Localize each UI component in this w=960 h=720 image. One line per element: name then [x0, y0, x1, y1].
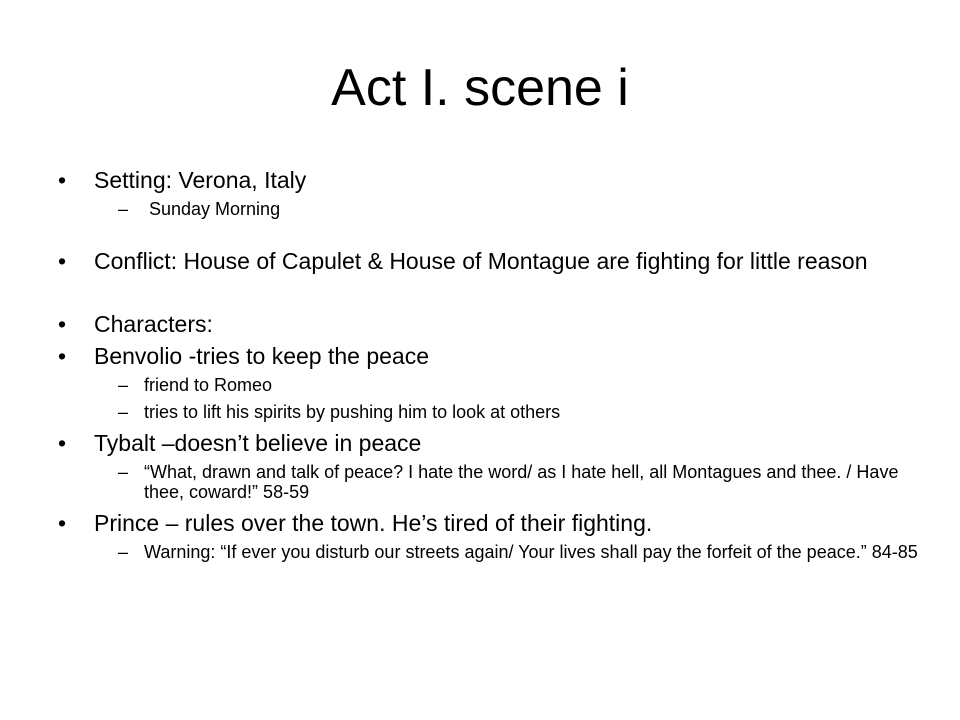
- sub-bullet-text: friend to Romeo: [144, 375, 273, 395]
- bullet-benvolio: [58, 344, 918, 369]
- bullet-marker: •: [58, 430, 67, 456]
- dash-marker: –: [118, 542, 129, 562]
- slide-title: Act I. scene i: [331, 59, 629, 117]
- bullet-text: Prince – rules over the town. He’s tired of their fighting.: [94, 510, 653, 536]
- bullet-marker: •: [58, 343, 67, 369]
- bullet-text: Conflict: House of Capulet & House of Montague are fighting for little reason: [94, 248, 868, 274]
- dash-marker: –: [118, 199, 129, 219]
- dash-marker: –: [118, 462, 129, 482]
- sub-bullet-text: “What, drawn and talk of peace? I hate the word/ as I hate hell, all Montagues and thee. / Have thee, coward!” 58-59: [144, 462, 899, 502]
- sub-bullet-tybalt-quote: [58, 462, 918, 502]
- bullet-text: Tybalt –doesn’t believe in peace: [94, 430, 422, 456]
- sub-bullet-text: tries to lift his spirits by pushing him to look at others: [144, 402, 561, 422]
- bullet-marker: •: [58, 510, 67, 536]
- bullet-text: Characters:: [94, 311, 213, 337]
- bullet-text: Benvolio -tries to keep the peace: [94, 343, 429, 369]
- sub-bullet-prince-warning: [58, 542, 918, 562]
- sub-bullet-benvolio-spirits: [58, 402, 918, 422]
- bullet-marker: •: [58, 248, 67, 274]
- sub-bullet-text: Warning: “If ever you disturb our streets again/ Your lives shall pay the forfeit of the peace.” 84-85: [144, 542, 918, 562]
- sub-bullet-time: [58, 199, 918, 219]
- dash-marker: –: [118, 402, 129, 422]
- bullet-list: [58, 168, 918, 562]
- bullet-prince: [58, 511, 918, 536]
- bullet-setting: [58, 168, 918, 193]
- bullet-characters: [58, 312, 918, 337]
- dash-marker: –: [118, 375, 129, 395]
- bullet-marker: •: [58, 167, 67, 193]
- bullet-marker: •: [58, 311, 67, 337]
- bullet-conflict: [58, 249, 918, 274]
- sub-bullet-benvolio-friend: [58, 375, 918, 395]
- sub-bullet-text: Sunday Morning: [144, 199, 281, 219]
- bullet-text: Setting: Verona, Italy: [94, 167, 307, 193]
- bullet-tybalt: [58, 431, 918, 456]
